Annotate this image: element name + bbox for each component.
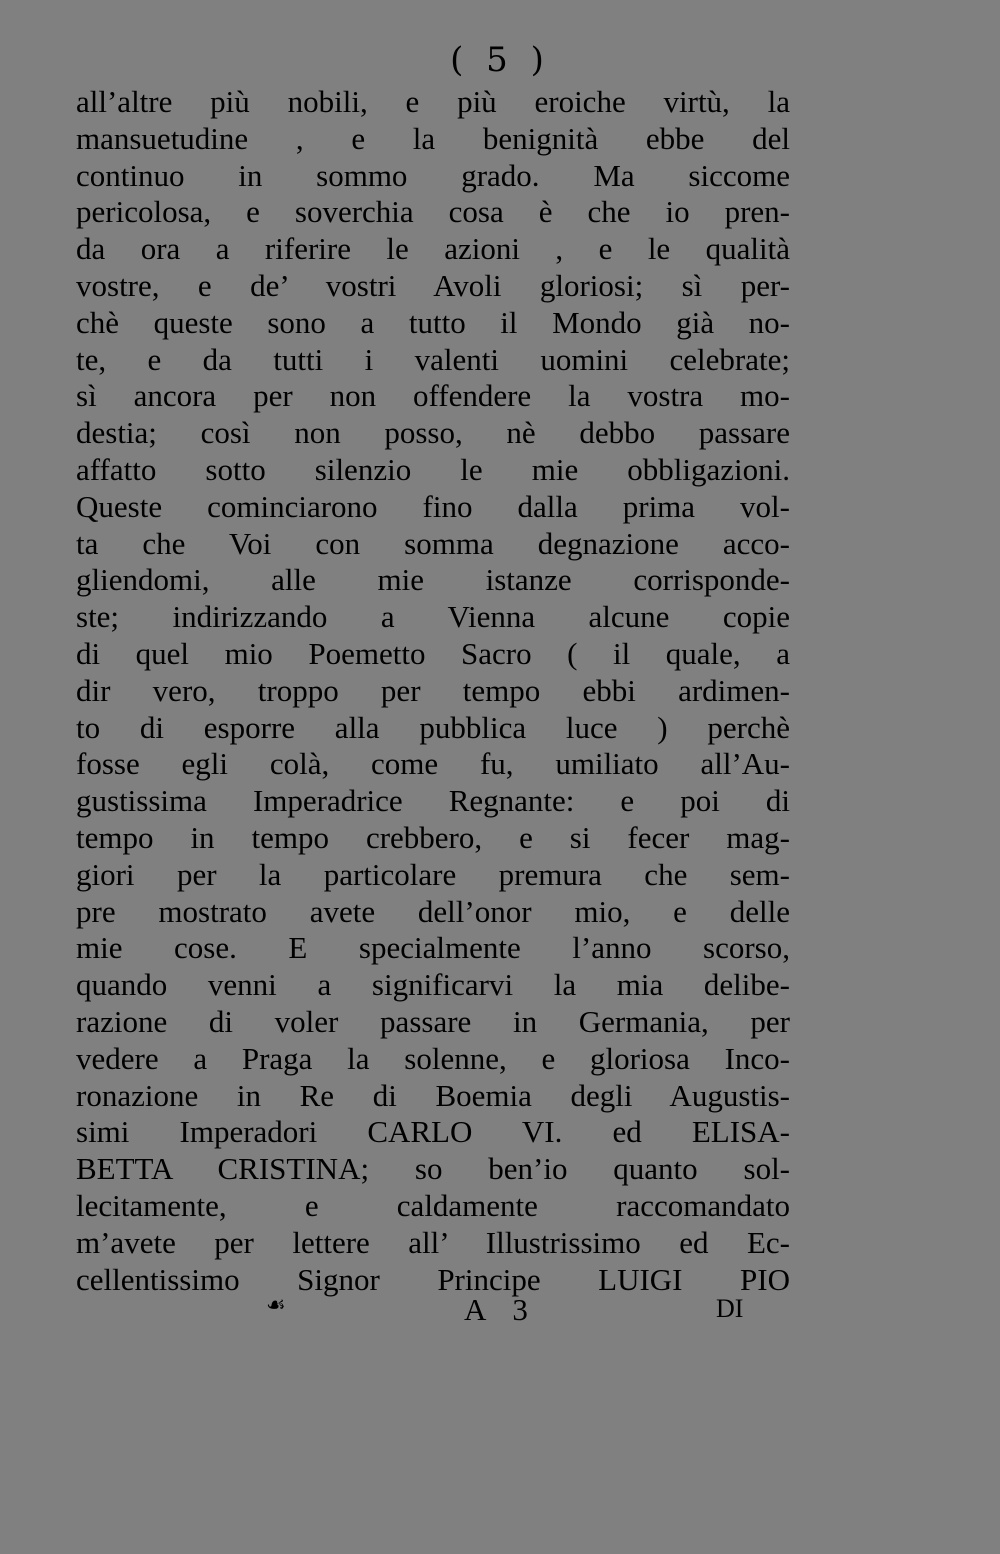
text-line: ste; indirizzando a Vienna alcune copie xyxy=(76,599,790,635)
text-line: gliendomi, alle mie istanze corrisponde- xyxy=(76,562,790,598)
text-line: ta che Voi con somma degnazione acco- xyxy=(76,525,790,561)
text-line: tempo in tempo crebbero, e si fecer mag- xyxy=(76,819,790,855)
catchword: DI xyxy=(716,1294,744,1323)
body-text xyxy=(76,84,790,1298)
text-line: continuo in sommo grado. Ma siccome xyxy=(76,157,790,193)
text-line: mansuetudine , e la benignità ebbe del xyxy=(76,120,790,156)
text-line: simi Imperadori CARLO VI. ed ELISA- xyxy=(76,1114,790,1150)
text-line: sì ancora per non offendere la vostra mo- xyxy=(76,378,790,414)
text-line: di quel mio Poemetto Sacro ( il quale, a xyxy=(76,635,790,671)
text-line: to di esporre alla pubblica luce ) perchè xyxy=(76,709,790,745)
text-line: vostre, e de’ vostri Avoli gloriosi; sì per- xyxy=(76,267,790,303)
text-line: te, e da tutti i valenti uomini celebrate; xyxy=(76,341,790,377)
signature-mark: A 3 xyxy=(464,1292,538,1327)
text-line: chè queste sono a tutto il Mondo già no- xyxy=(76,304,790,340)
text-line: pre mostrato avete dell’onor mio, e delle xyxy=(76,893,790,929)
text-line: BETTA CRISTINA; so ben’io quanto sol- xyxy=(76,1151,790,1187)
page-footer xyxy=(76,1292,790,1336)
text-line: da ora a riferire le azioni , e le qualità xyxy=(76,231,790,267)
text-line: pericolosa, e soverchia cosa è che io pren- xyxy=(76,194,790,230)
text-line: all’altre più nobili, e più eroiche virtù, la xyxy=(76,84,790,119)
text-line: giori per la particolare premura che sem- xyxy=(76,856,790,892)
text-line: fosse egli colà, come fu, umiliato all’Au- xyxy=(76,746,790,782)
text-line: razione di voler passare in Germania, per xyxy=(76,1003,790,1039)
text-line: dir vero, troppo per tempo ebbi ardimen- xyxy=(76,672,790,708)
text-line: affatto sotto silenzio le mie obbligazioni. xyxy=(76,451,790,487)
text-line: quando venni a significarvi la mia delibe- xyxy=(76,967,790,1003)
text-line: vedere a Praga la solenne, e gloriosa Inco- xyxy=(76,1040,790,1076)
ornament-icon: ☙ xyxy=(266,1292,286,1317)
text-line: m’avete per lettere all’ Illustrissimo ed Ec- xyxy=(76,1224,790,1260)
text-line: lecitamente, e caldamente raccomandato xyxy=(76,1187,790,1223)
text-line: gustissima Imperadrice Regnante: e poi di xyxy=(76,783,790,819)
text-line: destia; così non posso, nè debbo passare xyxy=(76,415,790,451)
text-line: ronazione in Re di Boemia degli Augustis- xyxy=(76,1077,790,1113)
text-line: Queste cominciarono fino dalla prima vol- xyxy=(76,488,790,524)
text-line: cellentissimo Signor Principe LUIGI PIO xyxy=(76,1261,790,1297)
page-number: ( 5 ) xyxy=(450,40,550,80)
text-line: mie cose. E specialmente l’anno scorso, xyxy=(76,930,790,966)
